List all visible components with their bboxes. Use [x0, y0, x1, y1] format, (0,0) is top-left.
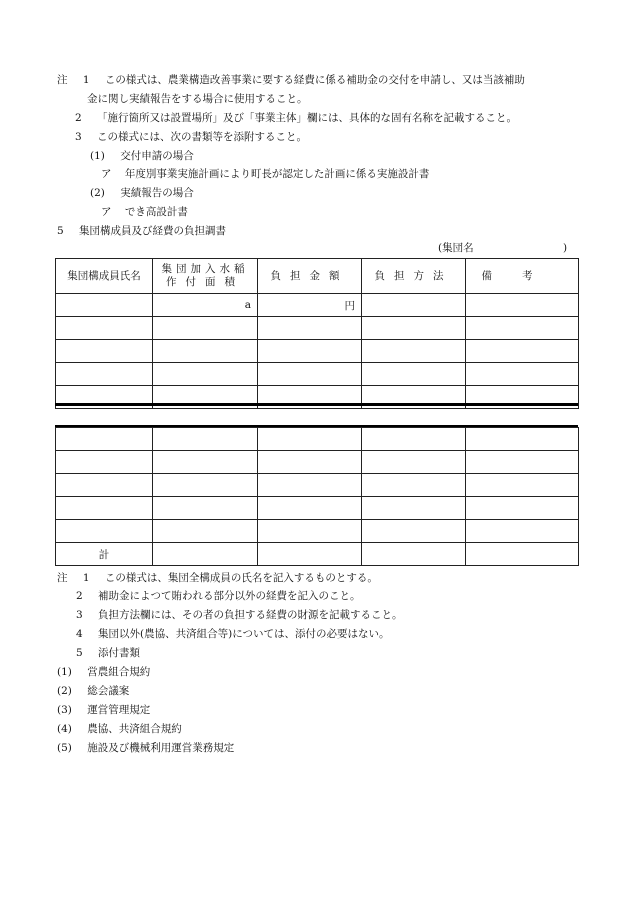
header-remarks: 備考 [466, 259, 579, 294]
burden-table-upper [55, 258, 579, 409]
note-number: 1 [82, 74, 90, 86]
sub-item-2a [101, 205, 188, 219]
attachment-text: 運営管理規定 [87, 704, 151, 716]
sub-item-kana: ア [101, 168, 112, 180]
break-line-top [55, 403, 578, 406]
note-number: 4 [76, 628, 83, 640]
note-prefix: 注 [57, 572, 68, 584]
header-row [56, 259, 579, 294]
note-3 [75, 130, 307, 144]
note-number: 3 [76, 609, 83, 621]
section-5-title [57, 224, 226, 238]
header-area: 集団加入水稲 作付面積 [153, 259, 258, 294]
attachment-item-1 [57, 665, 150, 679]
note-prefix: 注 [57, 74, 68, 86]
table-row [56, 428, 579, 451]
table-row [56, 363, 579, 386]
note-text: 負担方法欄には、その者の負担する経費の財源を記載すること。 [98, 609, 403, 621]
total-row [56, 543, 579, 566]
attachment-number: (2) [57, 685, 72, 697]
attachment-text: 総会議案 [87, 685, 130, 697]
unit-area: a [153, 294, 258, 317]
group-name-open: (集団名 [438, 242, 474, 254]
cell [56, 294, 153, 317]
sub-item-kana: ア [101, 206, 112, 218]
note-1-line-2: 金に関し実績報告をする場合に使用すること。 [87, 93, 308, 105]
note-number: 5 [76, 647, 83, 659]
attachment-item-3 [57, 703, 150, 717]
sub-item-1a [101, 167, 429, 181]
bottom-note-1 [57, 571, 378, 585]
total-label: 計 [56, 543, 153, 566]
sub-item-number: (1) [90, 150, 105, 162]
note-text: 「施行箇所又は設置場所」及び「事業主体」欄には、具体的な固有名称を記載すること。 [97, 112, 518, 124]
sub-item-2 [90, 186, 194, 200]
note-2 [75, 111, 517, 125]
bottom-note-4 [76, 627, 390, 641]
table-row [56, 520, 579, 543]
group-name-close: ) [563, 242, 568, 254]
bottom-note-2 [76, 589, 361, 603]
note-number: 1 [82, 572, 90, 584]
header-amount: 負担金額 [258, 259, 362, 294]
bottom-note-3 [76, 608, 403, 622]
bottom-note-5 [76, 646, 140, 660]
attachment-item-2 [57, 684, 129, 698]
cell [362, 294, 466, 317]
sub-item-1 [90, 149, 194, 163]
note-text: 集団以外(農協、共済組合等)については、添付の必要はない。 [98, 628, 390, 640]
table-row [56, 340, 579, 363]
sub-item-number: (2) [90, 187, 105, 199]
cell [466, 294, 579, 317]
burden-table-lower [55, 427, 579, 566]
header-method: 負担方法 [362, 259, 466, 294]
attachment-number: (1) [57, 666, 72, 678]
table-row [56, 294, 579, 317]
note-number: 3 [75, 131, 82, 143]
section-number: 5 [57, 225, 64, 237]
attachment-text: 営農組合規約 [87, 666, 151, 678]
attachment-item-5 [57, 741, 234, 755]
sub-item-text: 交付申請の場合 [120, 150, 194, 162]
sub-item-text: でき高設計書 [124, 206, 188, 218]
note-number: 2 [76, 590, 83, 602]
section-title: 集団構成員及び経費の負担調書 [79, 225, 227, 237]
attachment-number: (3) [57, 704, 72, 716]
unit-yen: 円 [258, 294, 362, 317]
table-row [56, 451, 579, 474]
note-1-line-1 [57, 73, 525, 87]
attachment-item-4 [57, 722, 182, 736]
note-text: この様式には、次の書類等を添附すること。 [97, 131, 308, 143]
table-row [56, 497, 579, 520]
sub-item-text: 実績報告の場合 [120, 187, 194, 199]
attachment-text: 施設及び機械利用運営業務規定 [87, 742, 235, 754]
table-row [56, 474, 579, 497]
attachment-number: (4) [57, 723, 72, 735]
attachment-text: 農協、共済組合規約 [87, 723, 182, 735]
table-row [56, 317, 579, 340]
note-text: この様式は、農業構造改善事業に要する経費に係る補助金の交付を申請し、又は当該補助 [104, 74, 525, 86]
sub-item-text: 年度別事業実施計画により町長が認定した計画に係る実施設計書 [124, 168, 430, 180]
note-text: 添付書類 [98, 647, 141, 659]
note-number: 2 [75, 112, 82, 124]
header-member-name: 集団構成員氏名 [56, 259, 153, 294]
note-text: 補助金によつて賄われる部分以外の経費を記入のこと。 [98, 590, 361, 602]
attachment-number: (5) [57, 742, 72, 754]
note-text: この様式は、集団全構成員の氏名を記入するものとする。 [104, 572, 378, 584]
